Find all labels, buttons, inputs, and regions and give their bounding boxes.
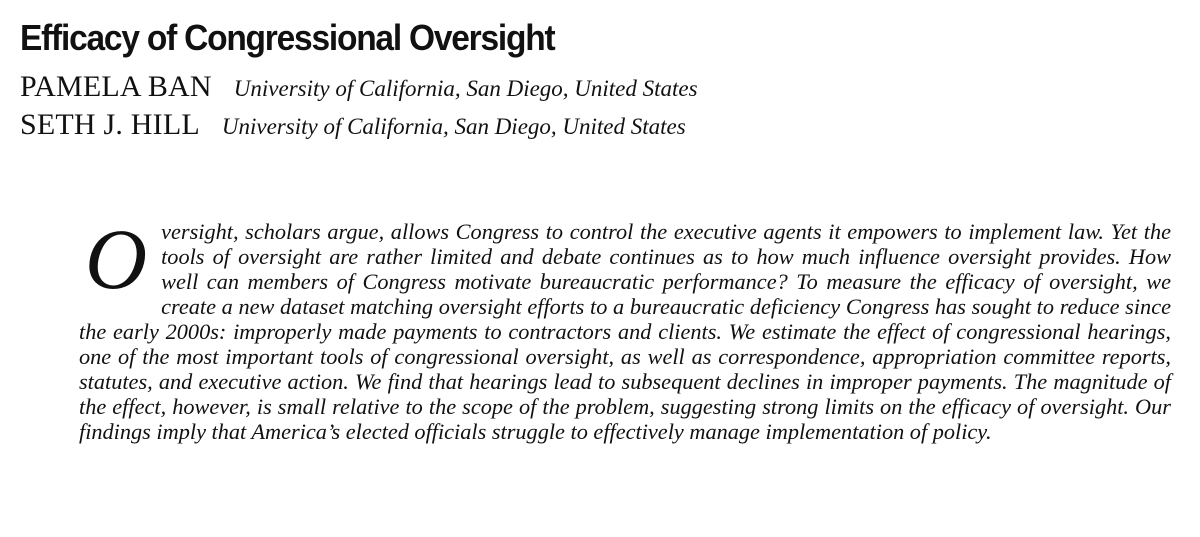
abstract-text: versight, scholars argue, allows Congress to control the executive agents it empowers to implement law. Yet the tools of oversight are rather limited and debate continues as to how much influence oversight provides. How well can members of Congress motivate bureaucratic performance? To measure the efficacy of oversight, we create a new dataset matching oversight efforts to a bureaucratic deficiency Congress has sought to reduce since the early 2000s: improperly made payments to contractors and clients. We estimate the effect of congressional hearings, one of the most important tools of congressional oversight, as well as correspondence, appropriation committee reports, statutes, and executive action. We find that hearings lead to subsequent declines in improper payments. The magnitude of the effect, however, is small relative to the scope of the problem, suggesting strong limits on the efficacy of oversight. Our findings imply that America’s elected officials struggle to effectively manage implementation of policy. [79, 219, 1171, 444]
author-name: SETH J. HILL [20, 108, 200, 141]
author-line [20, 72, 698, 102]
author-line [20, 110, 686, 140]
author-affiliation: University of California, San Diego, United States [221, 114, 686, 139]
author-affiliation: University of California, San Diego, United States [233, 76, 698, 101]
author-name: PAMELA BAN [20, 70, 212, 103]
abstract [79, 211, 1171, 444]
paper-title: Efficacy of Congressional Oversight [20, 17, 555, 58]
abstract-drop-cap: O [85, 211, 148, 307]
